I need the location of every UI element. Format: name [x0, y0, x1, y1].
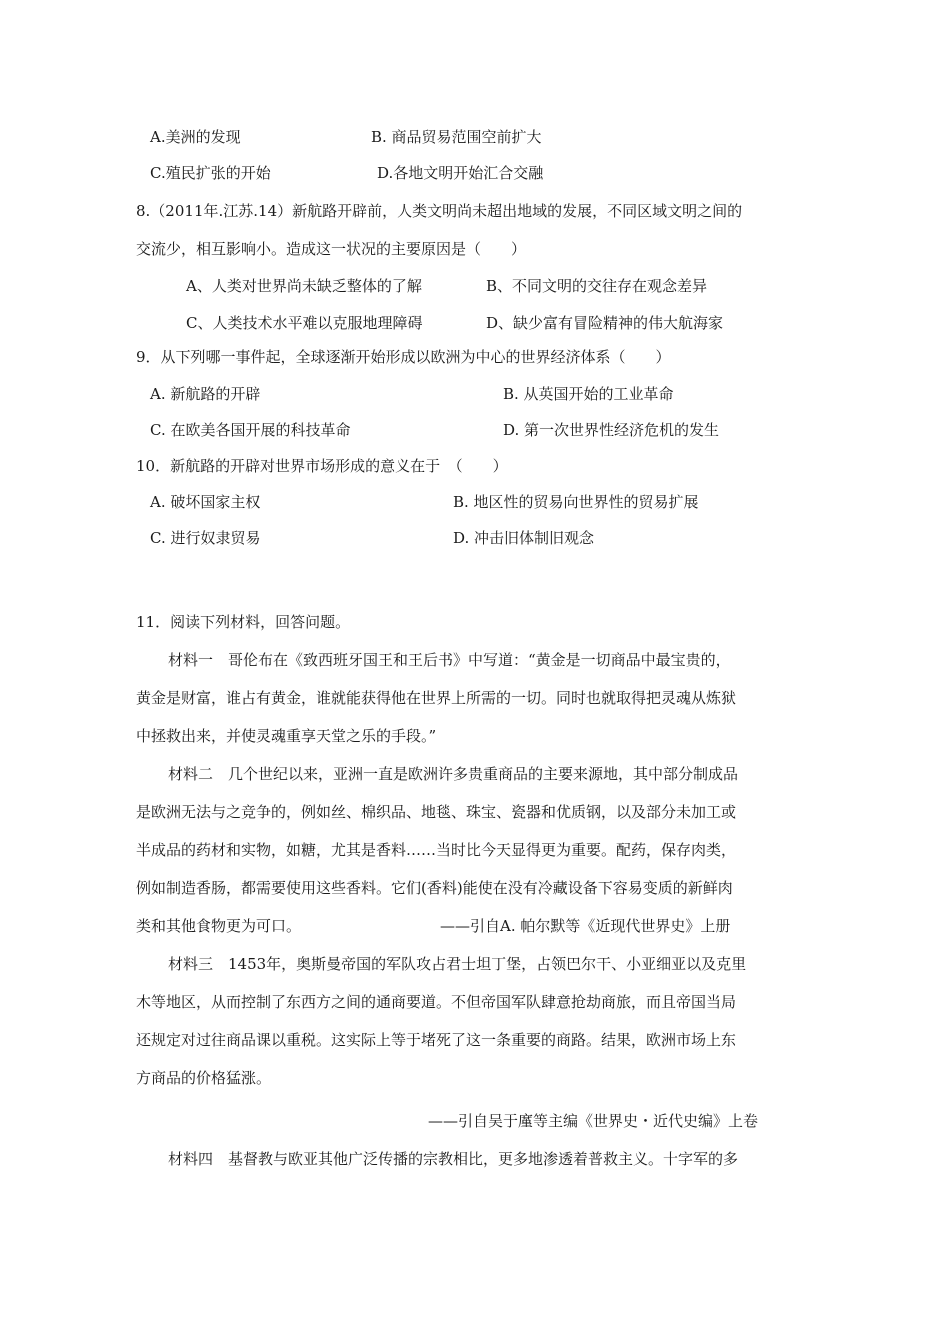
q11-material2-line3: 半成品的药材和实物，如糖，尤其是香料……当时比今天显得更为重要。配药，保存肉类， — [136, 841, 737, 859]
q11-material1-line2: 黄金是财富，谁占有黄金，谁就能获得他在世界上所需的一切。同时也就取得把灵魂从炼狱 — [136, 689, 737, 707]
q9-option-b: B. 从英国开始的工业革命 — [503, 385, 674, 403]
q8-option-c: C、人类技术水平难以克服地理障碍 — [186, 314, 423, 332]
q10-option-c: C. 进行奴隶贸易 — [150, 529, 261, 547]
q11-material3-line1: 材料三 1453年，奥斯曼帝国的军队攻占君士坦丁堡，占领巴尔干、小亚细亚以及克里 — [168, 955, 747, 973]
q11-material2-line1: 材料二 几个世纪以来，亚洲一直是欧洲许多贵重商品的主要来源地，其中部分制成品 — [168, 765, 739, 783]
q11-material2-line2: 是欧洲无法与之竞争的，例如丝、棉织品、地毯、珠宝、瓷器和优质钢，以及部分未加工或 — [136, 803, 737, 821]
q8-stem-line1: 8.（2011年.江苏.14）新航路开辟前，人类文明尚未超出地域的发展，不同区域文明之间的 — [136, 202, 743, 220]
q11-material4-line1: 材料四 基督教与欧亚其他广泛传播的宗教相比，更多地渗透着普救主义。十字军的多 — [168, 1150, 739, 1168]
q8-option-d: D、缺少富有冒险精神的伟大航海家 — [486, 314, 724, 332]
q7-option-d: D.各地文明开始汇合交融 — [377, 164, 544, 182]
q9-option-c: C. 在欧美各国开展的科技革命 — [150, 421, 351, 439]
q11-material1-line1: 材料一 哥伦布在《致西班牙国王和王后书》中写道：“黄金是一切商品中最宝贵的， — [168, 651, 731, 669]
q11-material3-line3: 还规定对过往商品课以重税。这实际上等于堵死了这一条重要的商路。结果，欧洲市场上东 — [136, 1031, 737, 1049]
q10-stem: 10．新航路的开辟对世界市场形成的意义在于 （ ） — [136, 457, 508, 475]
q7-option-c: C.殖民扩张的开始 — [150, 164, 271, 182]
q10-option-a: A. 破坏国家主权 — [150, 493, 261, 511]
q8-option-a: A、人类对世界尚未缺乏整体的了解 — [186, 277, 422, 295]
q10-option-d: D. 冲击旧体制旧观念 — [453, 529, 595, 547]
q9-option-a: A. 新航路的开辟 — [150, 385, 261, 403]
q11-material1-line3: 中拯救出来，并使灵魂重享天堂之乐的手段。” — [136, 727, 437, 745]
q11-material3-source: ——引自吴于廑等主编《世界史・近代史编》上卷 — [428, 1112, 759, 1130]
q7-option-b: B. 商品贸易范围空前扩大 — [371, 128, 542, 146]
q11-stem: 11．阅读下列材料，回答问题。 — [136, 613, 351, 631]
q11-material3-line4: 方商品的价格猛涨。 — [136, 1069, 272, 1087]
q11-material2-source: ——引自A. 帕尔默等《近现代世界史》上册 — [440, 917, 731, 935]
q9-option-d: D. 第一次世界性经济危机的发生 — [503, 421, 720, 439]
q9-stem: 9．从下列哪一事件起，全球逐渐开始形成以欧洲为中心的世界经济体系（ ） — [136, 348, 671, 366]
q11-material2-line4: 例如制造香肠，都需要使用这些香料。它们(香料)能使在没有冷藏设备下容易变质的新鲜肉 — [136, 879, 733, 897]
q11-material2-line5: 类和其他食物更为可口。 — [136, 917, 302, 935]
q11-material3-line2: 木等地区，从而控制了东西方之间的通商要道。不但帝国军队肆意抢劫商旅，而且帝国当局 — [136, 993, 737, 1011]
q7-option-a: A.美洲的发现 — [150, 128, 241, 146]
q10-option-b: B. 地区性的贸易向世界性的贸易扩展 — [453, 493, 699, 511]
q8-option-b: B、不同文明的交往存在观念差异 — [486, 277, 708, 295]
q8-stem-line2: 交流少，相互影响小。造成这一状况的主要原因是（ ） — [136, 240, 527, 258]
